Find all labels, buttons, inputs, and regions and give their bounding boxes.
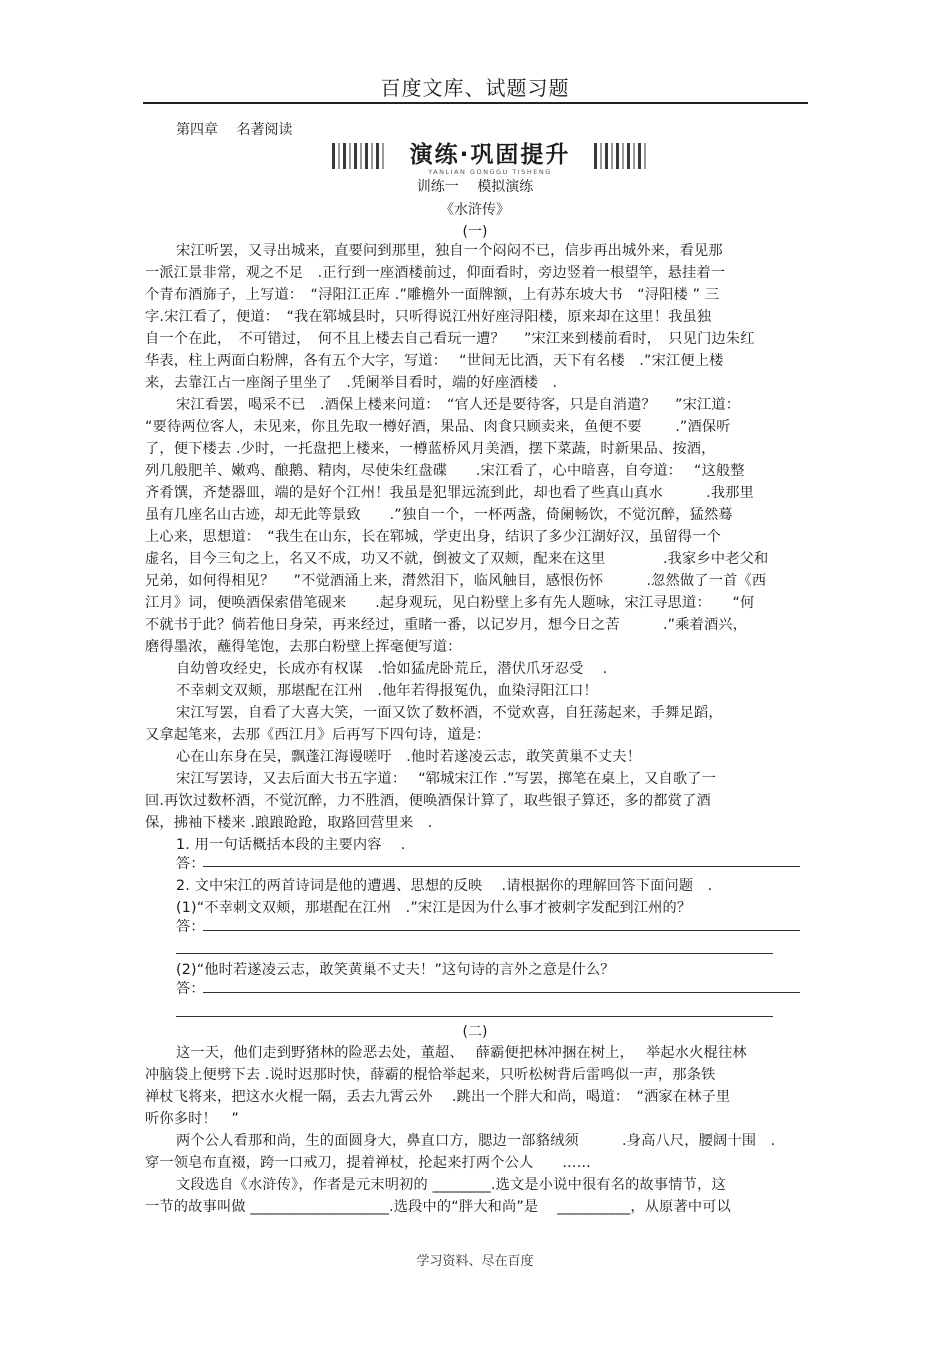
answer-line[interactable] [203, 866, 800, 867]
passage-line: 禅杖飞将来，把这水火棍一隔，丢去九霄云外 .跳出一个胖大和尚，喝道： “洒家在林子里 [145, 1089, 731, 1105]
chapter-label: 第四章 名著阅读 [176, 122, 293, 138]
answer-label: 答： [176, 919, 205, 935]
answer-line[interactable] [203, 992, 800, 993]
passage-line: 宋江写罢诗，又去后面大书五字道： “郓城宋江作 .”写罢，掷笔在桌上，又自歌了一 [176, 771, 717, 787]
answer-label: 答： [176, 981, 205, 997]
passage-line: 又拿起笔来，去那《西江月》后再写下四句诗，道是： [145, 727, 491, 743]
passage-line: 上心来，思想道： “我生在山东，长在郓城，学吏出身，结识了多少江湖好汉，虽留得一个 [145, 529, 721, 545]
passage-line: 宋江听罢，又寻出城来，直要问到那里，独自一个闷闷不已，信步再出城外来，看见那 [176, 243, 723, 259]
question-1: 1. 用一句话概括本段的主要内容 . [176, 837, 406, 853]
answer-label: 答： [176, 856, 205, 872]
poem-line: 心在山东身在吴，飘蓬江海谩嗟吁 .他时若遂凌云志，敢笑黄巢不丈夫！ [176, 749, 642, 765]
banner-subtitle: YANLIAN GONGGU TISHENG [428, 168, 552, 176]
banner-left-stripes [332, 143, 386, 169]
section-2-heading: (二) [462, 1024, 488, 1040]
question-fill-line: 文段选自《水浒传》，作者是元末明初的 ________.选文是小说中很有名的故事情节，这 [176, 1177, 726, 1193]
poem-line: 不幸刺文双颊，那堪配在江州 .他年若得报冤仇，血染浔阳江口！ [176, 683, 598, 699]
passage-line: 冲脑袋上便劈下去 .说时迟那时快，薛霸的棍恰举起来，只听松树背后雷鸣似一声，那条铁 [145, 1067, 716, 1083]
passage-line: 穿一领皂布直裰，跨一口戒刀，提着禅杖，抡起来打两个公人 …… [145, 1155, 592, 1171]
passage-line: 两个公人看那和尚，生的面圆身大，鼻直口方，腮边一部貉绒须 .身高八尺，腰阔十围 . [176, 1133, 776, 1149]
banner-title: 演练·巩固提升 [409, 142, 571, 168]
question-2: 2. 文中宋江的两首诗词是他的遭遇、思想的反映 .请根据你的理解回答下面问题 . [176, 878, 713, 894]
question-2-2: (2)“他时若遂凌云志，敢笑黄巢不丈夫！”这句诗的言外之意是什么？ [176, 962, 615, 978]
poem-line: 自幼曾攻经史，长成亦有权谋 .恰如猛虎卧荒丘，潜伏爪牙忍受 . [176, 661, 608, 677]
header-divider [143, 102, 808, 104]
passage-line: 磨得墨浓，蘸得笔饱，去那白粉壁上挥毫便写道： [145, 639, 462, 655]
passage-line: 列几般肥羊、嫩鸡、酿鹅、精肉，尽使朱红盘碟 .宋江看了，心中暗喜，自夸道： “这般整 [145, 463, 745, 479]
passage-line: 兄弟，如何得相见？ ”不觉酒涌上来，潸然泪下，临风触目，感恨伤怀 .忽然做了一首《西 [145, 573, 767, 589]
passage-line: 字.宋江看了，便道： “我在郓城县时，只听得说江州好座浔阳楼，原来却在这里！我虽独 [145, 309, 712, 325]
answer-line[interactable] [176, 953, 773, 954]
banner-right-stripes [594, 143, 648, 169]
exercise-banner [332, 141, 648, 177]
passage-line: 江月》词，便唤酒保索借笔砚来 .起身观玩，见白粉壁上多有先人题咏，宋江寻思道： “何 [145, 595, 755, 611]
passage-line: 虽有几座名山古迹，却无此等景致 .”独自一个，一杯两盏，倚阑畅饮，不觉沉醉，猛然蓦 [145, 507, 733, 523]
training-label: 训练一 模拟演练 [416, 179, 534, 195]
passage-line: 一派江景非常，观之不足 .正行到一座酒楼前过，仰面看时，旁边竖着一根望竿，悬挂着一 [145, 265, 726, 281]
book-title: 《水浒传》 [440, 202, 510, 218]
question-fill-line: 一节的故事叫做 ___________________.选段中的“胖大和尚”是 __________，从原著中可以 [145, 1199, 732, 1215]
passage-line: 回.再饮过数杯酒，不觉沉醉，力不胜酒，便唤酒保计算了，取些银子算还，多的都赏了酒 [145, 793, 711, 809]
page-header-title: 百度文库、试题习题 [380, 76, 570, 100]
passage-line: 自一个在此， 不可错过， 何不且上楼去自己看玩一遭？ ”宋江来到楼前看时， 只见门边朱红 [145, 331, 755, 347]
passage-line: 齐肴馔，齐楚器皿，端的是好个江州！我虽是犯罪远流到此，却也看了些真山真水 .我那里 [145, 485, 754, 501]
passage-line: 听你多时！ ” [145, 1111, 239, 1127]
passage-line: 保，拂袖下楼来 .踉踉跄跄，取路回营里来 . [145, 815, 433, 831]
answer-line[interactable] [176, 1016, 773, 1017]
passage-line: 不就书于此？倘若他日身荣，再来经过，重睹一番，以记岁月，想今日之苦 .”乘着酒兴， [145, 617, 748, 633]
passage-line: 了，便下楼去 .少时，一托盘把上楼来，一樽蓝桥风月美酒，摆下菜蔬，时新果品、按酒， [145, 441, 716, 457]
passage-line: 个青布酒旆子，上写道： “浔阳江正库 .”雕檐外一面牌额，上有苏东坡大书 “浔阳楼 ” 三 [145, 287, 720, 303]
page-footer: 学习资料、尽在百度 [416, 1254, 534, 1269]
answer-line[interactable] [203, 930, 800, 931]
passage-line: 这一天，他们走到野猪林的险恶去处，董超、 薛霸便把林冲捆在树上， 举起水火棍往林 [176, 1045, 747, 1061]
passage-line: 来，去靠江占一座阁子里坐了 .凭阑举目看时，端的好座酒楼 . [145, 375, 558, 391]
passage-line: “要待两位客人，未见来，你且先取一樽好酒，果品、肉食只顾卖来，鱼便不要 .”酒保听 [145, 419, 731, 435]
passage-line: 宋江看罢，喝采不已 .酒保上楼来问道： “官人还是要待客，只是自消遣？ ”宋江道： [176, 397, 741, 413]
section-1-heading: (一) [462, 224, 488, 240]
passage-line: 华表，柱上两面白粉牌，各有五个大字，写道： “世间无比酒，天下有名楼 .”宋江便上楼 [145, 353, 724, 369]
passage-line: 虚名，目今三旬之上，名又不成，功又不就，倒被文了双颊，配来在这里 .我家乡中老父和 [145, 551, 769, 567]
question-2-1: (1)“不幸刺文双颊，那堪配在江州 .”宋江是因为什么事才被刺字发配到江州的？ [176, 900, 692, 916]
passage-line: 宋江写罢，自看了大喜大笑，一面又饮了数杯酒，不觉欢喜，自狂荡起来，手舞足蹈， [176, 705, 723, 721]
